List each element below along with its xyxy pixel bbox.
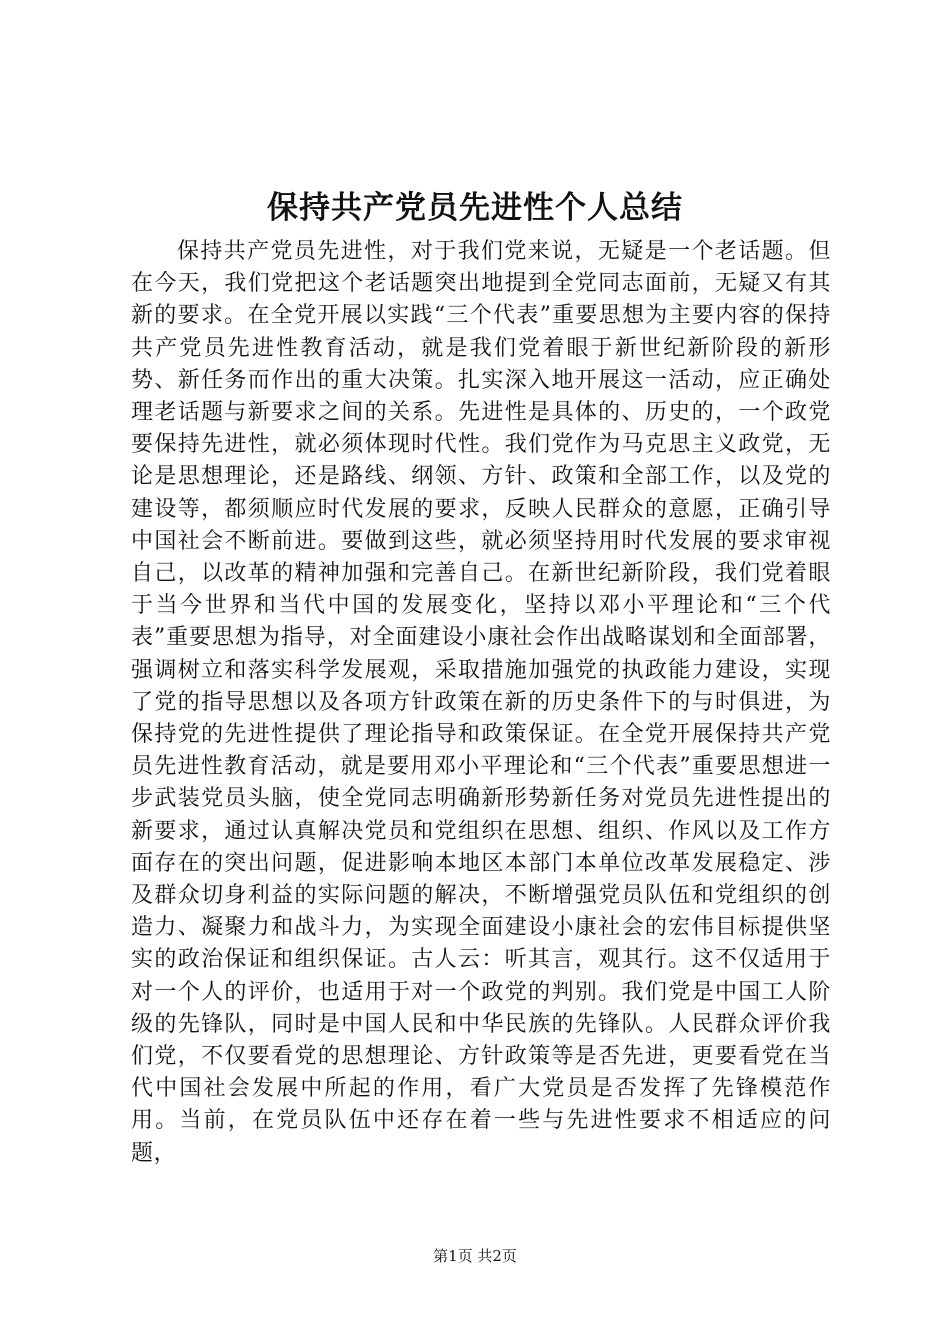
page-footer: 第1页 共2页 bbox=[433, 1247, 517, 1265]
body-paragraph: 保持共产党员先进性，对于我们党来说，无疑是一个老话题。但在今天，我们党把这个老话题突出地提到全党同志面前，无疑又有其新的要求。在全党开展以实践“三个代表”重要思想为主要内容的保持共产党员先进性教育活动，就是我们党着眼于新世纪新阶段的新形势、新任务而作出的重大决策。扎实深入地开展这一活动，应正确处理老话题与新要求之间的关系。先进性是具体的、历史的，一个政党要保持先进性，就必须体现时代性。我们党作为马克思主义政党，无论是思想理论，还是路线、纲领、方针、政策和全部工作，以及党的建设等，都须顺应时代发展的要求，反映人民群众的意愿，正确引导中国社会不断前进。要做到这些，就必须坚持用时代发展的要求审视自己，以改革的精神加强和完善自己。在新世纪新阶段，我们党着眼于当今世界和当代中国的发展变化，坚持以邓小平理论和“三个代表”重要思想为指导，对全面建设小康社会作出战略谋划和全面部署，强调树立和落实科学发展观，采取措施加强党的执政能力建设，实现了党的指导思想以及各项方针政策在新的历史条件下的与时俱进，为保持党的先进性提供了理论指导和政策保证。在全党开展保持共产党员先进性教育活动，就是要用邓小平理论和“三个代表”重要思想进一步武装党员头脑，使全党同志明确新形势新任务对党员先进性提出的新要求，通过认真解决党员和党组织在思想、组织、作风以及工作方面存在的突出问题，促进影响本地区本部门本单位改革发展稳定、涉及群众切身利益的实际问题的解决，不断增强党员队伍和党组织的创造力、凝聚力和战斗力，为实现全面建设小康社会的宏伟目标提供坚实的政治保证和组织保证。古人云：听其言，观其行。这不仅适用于对一个人的评价，也适用于对一个政党的判别。我们党是中国工人阶级的先锋队，同时是中国人民和中华民族的先锋队。人民群众评价我们党，不仅要看党的思想理论、方针政策等是否先进，更要看党在当代中国社会发展中所起的作用，看广大党员是否发挥了先锋模范作用。当前，在党员队伍中还存在着一些与先进性要求不相适应的问题， bbox=[131, 239, 831, 1166]
document-title: 保持共产党员先进性个人总结 bbox=[267, 190, 683, 226]
